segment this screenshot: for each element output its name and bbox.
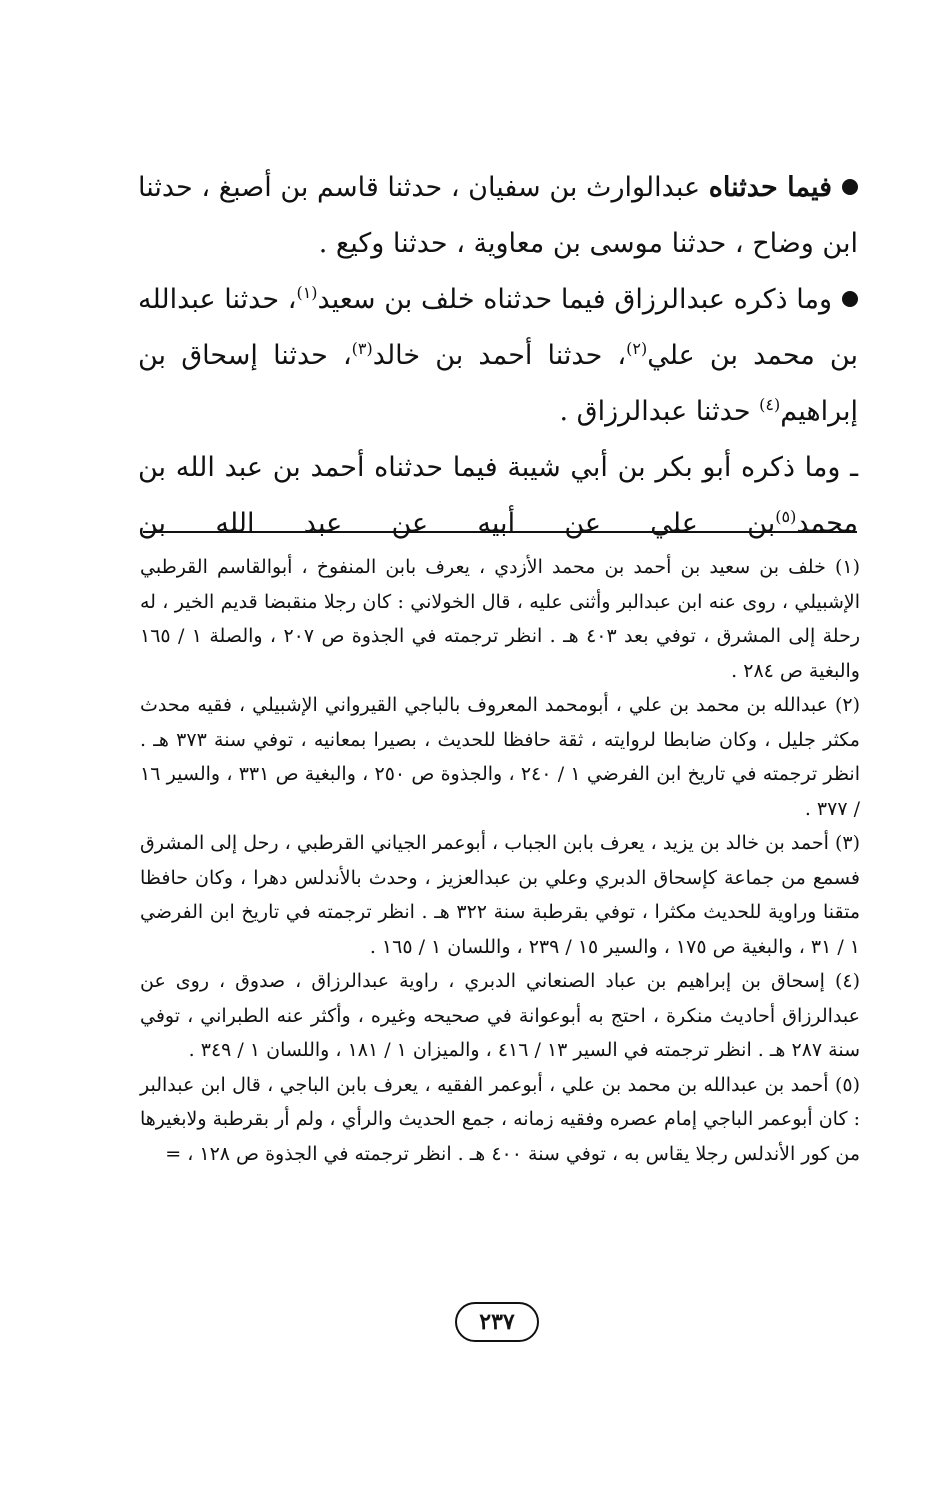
footnote-4: (٤) إسحاق بن إبراهيم بن عباد الصنعاني الدبري ، راوية عبدالرزاق ، صدوق ، روى عن عبدالرزاق أحاديث منكرة ، احتج به أبوعوانة في صحيحه وغيره ، وأكثر عنه الطبراني ، توفي سنة ٢٨٧ هـ . انظر ترجمته في السير ١٣ / ٤١٦ ، والميزان ١ / ١٨١ ، واللسان ١ / ٣٤٩ .: [140, 970, 860, 1061]
paragraph-text: ، حدثنا عبدالله بن محمد بن علي: [138, 284, 859, 371]
footnote-2: (٢) عبدالله بن محمد بن علي ، أبومحمد المعروف بالباجي القيرواني الإشبيلي ، فقيه محدث مكثر جليل ، وكان ضابطا لروايته ، ثقة حافظا للحديث ، بصيرا بمعانيه ، توفي سنة ٣٧٣ هـ . انظر ترجمته في تاريخ ابن الفرضي ١ / ٢٤٠ ، والجذوة ص ٢٥٠ ، والبغية ص ٣٣١ ، والسير ١٦ / ٣٧٧ .: [140, 694, 861, 820]
footnote-5: (٥) أحمد بن عبدالله بن محمد بن علي ، أبوعمر الفقيه ، يعرف بابن الباجي ، قال ابن عبدالبر : كان أبوعمر الباجي إمام عصره وفقيه زمانه ، جمع الحديث والرأي ، ولم أر بقرطبة ولابغيرها من كور الأندلس رجلا يقاس به ، توفي سنة ٤٠٠ هـ . انظر ترجمته في الجذوة ص ١٢٨ ، =: [140, 1073, 860, 1165]
paragraph-text: بن علي عن أبيه عن عبد الله بن: [138, 508, 776, 539]
footnote-ref-3[interactable]: (٣): [351, 339, 373, 358]
footnote-ref-5[interactable]: (٥): [775, 507, 797, 526]
paragraph-text: عبدالوارث بن سفيان ، حدثنا قاسم بن أصبغ ، حدثنا ابن وضاح ، حدثنا موسى بن معاوية ، حدثنا وكيع .: [138, 172, 858, 259]
paragraph-text: ، حدثنا أحمد بن خالد: [372, 340, 627, 371]
footnote-3: (٣) أحمد بن خالد بن يزيد ، يعرف بابن الجباب ، أبوعمر الجياني القرطبي ، رحل إلى المشرق فسمع من جماعة كإسحاق الدبري وعلي بن عبدالعزيز ، وحدث بالأندلس دهرا ، وكان حافظا متقنا وراوية للحديث مكثرا ، توفي بقرطبة سنة ٣٢٢ هـ . انظر ترجمته في تاريخ ابن الفرضي ١ / ٣١ ، والبغية ص ١٧٥ ، والسير ١٥ / ٢٣٩ ، واللسان ١ / ١٦٥ .: [140, 832, 860, 958]
main-text: [138, 160, 858, 552]
paragraph-1: [138, 160, 858, 272]
footnote-ref-4[interactable]: (٤): [759, 395, 781, 414]
bullet-icon: [842, 179, 858, 195]
footnote-ref-1[interactable]: (١): [296, 283, 318, 302]
footnote-1: (١) خلف بن سعيد بن أحمد بن محمد الأزدي ، يعرف بابن المنفوخ ، أبوالقاسم القرطبي الإشبيلي ، روى عنه ابن عبدالبر وأثنى عليه ، قال الخولاني : كان رجلا منقبضا قديم الخير ، له رحلة إلى المشرق ، توفي بعد ٤٠٣ هـ . انظر ترجمته في الجذوة ص ٢٠٧ ، والصلة ١ / ١٦٥ والبغية ص ٢٨٤ .: [140, 556, 861, 682]
paragraph-3: [138, 440, 858, 552]
page-number: ٢٣٧: [455, 1302, 539, 1342]
footnote-divider: [143, 531, 857, 533]
paragraph-text: ـ وما ذكره أبو بكر بن أبي شيبة فيما حدثناه أحمد بن عبد الله بن محمد: [138, 452, 858, 539]
paragraph-2: [138, 272, 858, 440]
paragraph-text: ، حدثنا إسحاق بن إبراهيم: [138, 340, 858, 427]
bullet-icon: [842, 291, 858, 307]
footnote-ref-2[interactable]: (٢): [626, 339, 648, 358]
paragraph-text: حدثنا عبدالرزاق .: [559, 396, 760, 427]
paragraph-text: وما ذكره عبدالرزاق فيما حدثناه خلف بن سعيد: [317, 284, 832, 315]
footnotes: [140, 550, 860, 1171]
paragraph-lead: فيما حدثناه: [708, 172, 832, 203]
